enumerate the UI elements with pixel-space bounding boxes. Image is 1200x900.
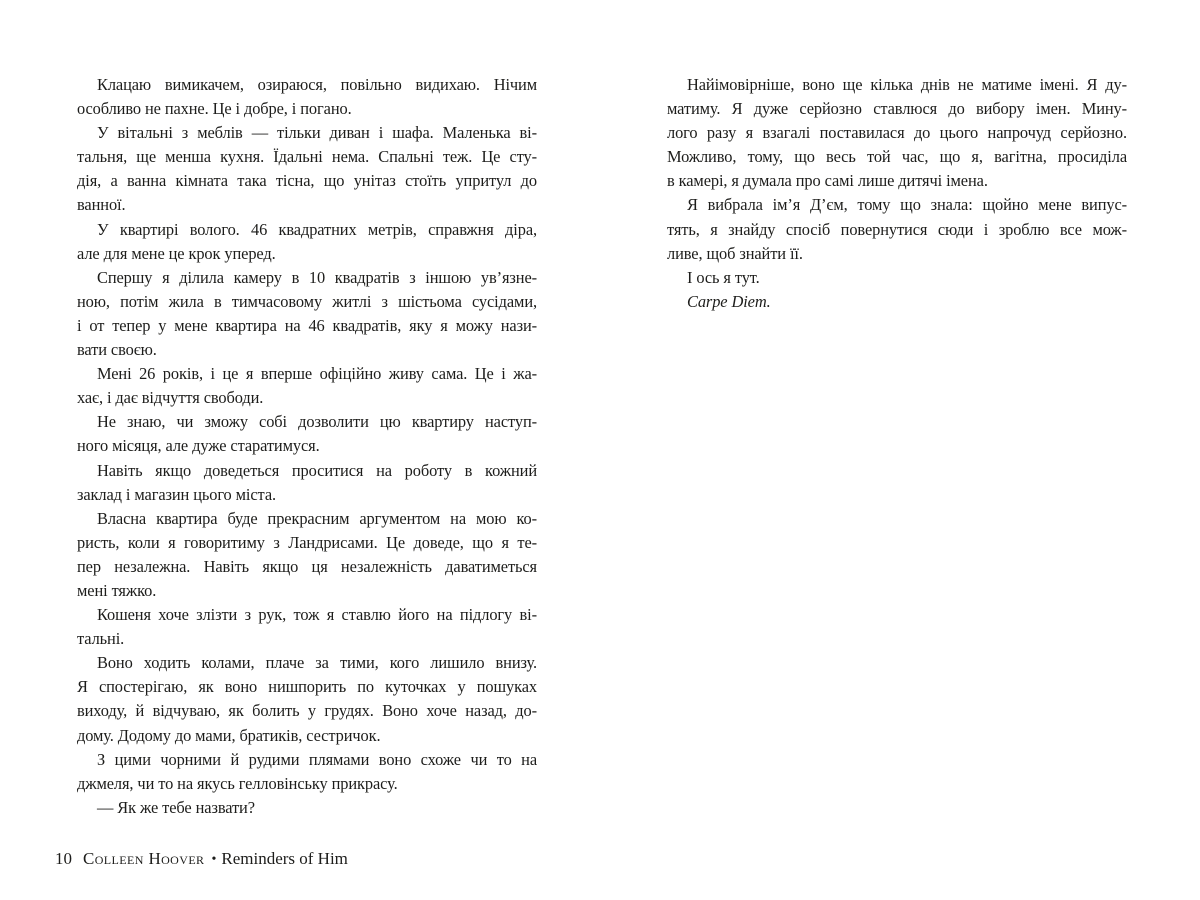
- text-line: Не знаю, чи зможу собі дозволити цю квартиру наступ-: [97, 412, 537, 432]
- text-line: мені тяжко.: [77, 580, 157, 600]
- text-line: ною, потім жила в тимчасовому житлі з шістьома сусідами,: [77, 291, 537, 311]
- text-line: пер незалежна. Навіть якщо ця незалежність даватиметься: [77, 556, 537, 576]
- text-line: Воно ходить колами, плаче за тими, кого лишило внизу.: [97, 653, 537, 673]
- text-line: Carpe Diem.: [687, 291, 771, 311]
- text-line: лого разу я взагалі поставилася до цього напрочуд серйозно.: [667, 123, 1127, 143]
- text-line: Кошеня хоче злізти з рук, тож я ставлю його на підлогу ві-: [97, 605, 537, 625]
- footer-book-title: Reminders of Him: [221, 849, 348, 868]
- text-line: Мені 26 років, і це я вперше офіційно живу сама. Це і жа-: [97, 364, 537, 384]
- text-line: Можливо, тому, що весь той час, що я, вагітна, просиділа: [667, 147, 1127, 167]
- text-line: З цими чорними й рудими плямами воно схоже чи то на: [97, 749, 537, 769]
- text-line: Власна квартира буде прекрасним аргументом на мою ко-: [97, 508, 537, 528]
- text-line: Спершу я ділила камеру в 10 квадратів з іншою ув’язне-: [97, 267, 537, 287]
- text-line: У вітальні з меблів — тільки диван і шафа. Маленька ві-: [97, 123, 537, 143]
- text-line: але для мене це крок уперед.: [77, 243, 276, 263]
- text-line: хає, і дає відчуття свободи.: [77, 388, 264, 408]
- text-line: Я вибрала ім’я Д’єм, тому що знала: щойно мене випус-: [687, 195, 1127, 215]
- text-line: виходу, й відчуваю, як болить у грудях. Воно хоче назад, до-: [77, 701, 537, 721]
- page-number: 10: [55, 849, 72, 868]
- text-line: джмеля, чи то на якусь гелловінську прикрасу.: [77, 773, 398, 793]
- page-footer: [55, 848, 348, 871]
- text-line: ванної.: [77, 195, 126, 215]
- text-line: тять, я знайду спосіб повернутися сюди і зроблю все мож-: [667, 219, 1127, 239]
- text-line: — Як же тебе назвати?: [97, 797, 255, 817]
- text-line: і от тепер у мене квартира на 46 квадратів, яку я можу нази-: [77, 315, 537, 335]
- text-line: заклад і магазин цього міста.: [77, 484, 276, 504]
- text-line: Я спостерігаю, як воно нишпорить по куточках у пошуках: [77, 677, 537, 697]
- text-line: особливо не пахне. Це і добре, і погано.: [77, 99, 352, 119]
- text-line: Найімовірніше, воно ще кілька днів не матиме імені. Я ду-: [687, 75, 1127, 94]
- text-line: ливе, щоб знайти її.: [667, 243, 803, 263]
- text-line: У квартирі волого. 46 квадратних метрів, справжня діра,: [97, 219, 537, 239]
- text-line: І ось я тут.: [687, 267, 760, 287]
- right-page-text: [667, 73, 1127, 314]
- text-line: матиму. Я дуже серйозно ставлюся до вибору імен. Мину-: [667, 99, 1127, 119]
- text-line: Клацаю вимикачем, озираюся, повільно видихаю. Нічим: [97, 75, 537, 94]
- text-line: тальні.: [77, 629, 125, 649]
- text-line: вати своєю.: [77, 340, 157, 360]
- text-line: тальня, ще менша кухня. Їдальні нема. Спальні теж. Це сту-: [77, 147, 537, 167]
- text-line: ного місяця, але дуже старатимуся.: [77, 436, 320, 456]
- text-line: дому. Додому до мами, братиків, сестричок.: [77, 725, 381, 745]
- text-line: дія, а ванна кімната така тісна, що унітаз стоїть упритул до: [77, 171, 537, 191]
- text-line: в камері, я думала про самі лише дитячі імена.: [667, 171, 988, 191]
- footer-author-name: Colleen Hoover: [83, 849, 205, 868]
- left-page-text: [77, 73, 537, 820]
- text-line: ристь, коли я говоритиму з Ландрисами. Це доведе, що я те-: [77, 532, 537, 552]
- footer-separator-bullet: •: [211, 852, 217, 867]
- text-line: Навіть якщо доведеться проситися на роботу в кожний: [97, 460, 537, 480]
